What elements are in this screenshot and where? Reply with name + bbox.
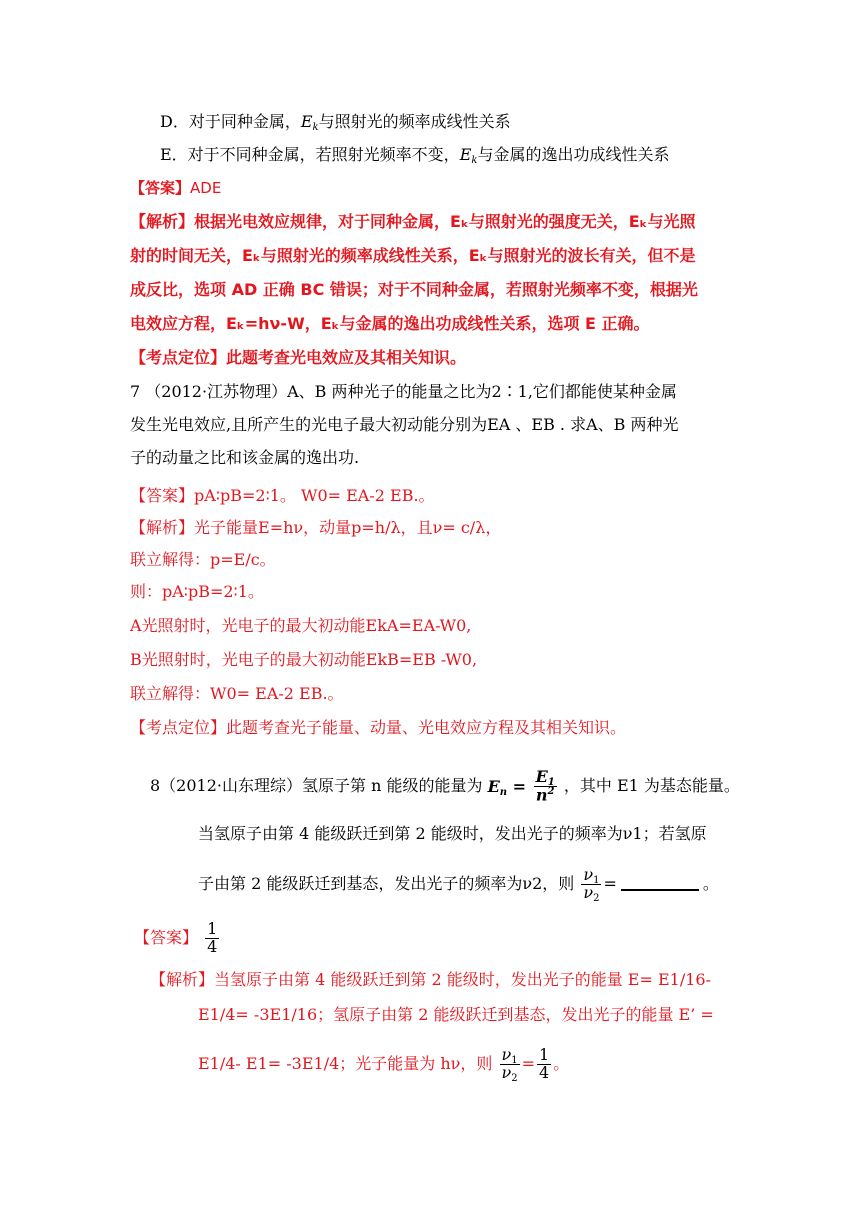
q7-stem-line-2: 发生光电效应,且所产生的光电子最大初动能分别为EA 、EB . 求A、B 两种光 (130, 415, 679, 434)
q8-stem-line-2: 当氢原子由第 4 能级跃迁到第 2 能级时，发出光子的频率为ν1；若氢原 (198, 824, 707, 843)
q6-analysis-line-4: 电效应方程，Eₖ=hν-W，Eₖ与金属的逸出功成线性关系，选项 E 正确。 (130, 314, 650, 333)
q8-analysis-line-1: 【解析】当氢原子由第 4 能级跃迁到第 2 能级时，发出光子的能量 E= E1/16- (150, 970, 711, 989)
q7-analysis: 【解析】光子能量E=hν，动量p=h/λ，且ν= c/λ， (130, 518, 502, 537)
q8-answer: 【答案】 $\frac{1}{4}$ (134, 919, 218, 956)
q7-kaodian: 【考点定位】此题考查光子能量、动量、光电效应方程及其相关知识。 (130, 718, 627, 737)
q7-lianli-2: 联立解得：W0= EA-2 EB.。 (130, 684, 344, 703)
option-e: E．对于不同种金属，若照射光频率不变，$E_k$与金属的逸出功成线性关系 (160, 145, 670, 166)
answer-blank (621, 889, 699, 891)
q7-stem-line-1: 7 （2012·江苏物理）A、B 两种光子的能量之比为2∶1,它们都能使某种金属 (130, 382, 677, 401)
q7-ze: 则：pA∶pB=2∶1。 (130, 582, 264, 601)
q7-answer: 【答案】pA∶pB=2∶1。 W0= EA-2 EB.。 (130, 486, 435, 505)
q6-answer: 【答案】ADE (130, 179, 222, 197)
option-d: D．对于同种金属，$E_k$与照射光的频率成线性关系 (160, 112, 511, 133)
ek-symbol: $E_k$ (459, 145, 478, 166)
q8-stem-line-3: 子由第 2 能级跃迁到基态，发出光子的频率为ν2，则 $\frac{\nu_1}{\nu_2}$ = 。 (198, 865, 719, 904)
q8-stem-line-1: 8（2012·山东理综）氢原子第 n 能级的能量为 $E_n$ = $\frac{E_1}{n^2}$ ，其中 E1 为基态能量。 (150, 766, 740, 807)
ek-symbol: $E_k$ (300, 112, 319, 133)
nu-ratio-fraction: $\frac{\nu_1}{\nu_2}$ (501, 1045, 518, 1084)
energy-formula: $E_n$ = $\frac{E_1}{n^2}$ (487, 767, 555, 805)
q6-analysis-line-3: 成反比，选项 AD 正确 BC 错误；对于不同种金属，若照射光频率不变，根据光 (130, 280, 698, 299)
one-quarter-fraction: $\frac{1}{4}$ (539, 1045, 550, 1082)
q8-analysis-line-2: E1/4= -3E1/16；氢原子由第 2 能级跃迁到基态，发出光子的能量 E’ = (198, 1005, 714, 1024)
q7-stem-line-3: 子的动量之比和该金属的逸出功. (130, 448, 360, 467)
q7-a-line: A光照射时，光电子的最大初动能EkA=EA-W0, (130, 616, 472, 635)
q7-b-line: B光照射时，光电子的最大初动能EkB=EB -W0, (130, 650, 478, 669)
q6-analysis-line-2: 射的时间无关，Eₖ与照射光的频率成线性关系，Eₖ与照射光的波长有关，但不是 (130, 246, 696, 265)
q7-lianli-1: 联立解得：p=E/c。 (130, 550, 276, 569)
answer-fraction: $\frac{1}{4}$ (207, 919, 218, 956)
q6-analysis-line-1: 【解析】根据光电效应规律，对于同种金属，Eₖ与照射光的强度无关，Eₖ与光照 (130, 212, 696, 231)
q8-analysis-line-3: E1/4- E1= -3E1/4；光子能量为 hν，则 $\frac{\nu_1}{\nu_2}$ = $\frac{1}{4}$ 。 (198, 1045, 570, 1084)
q6-kaodian: 【考点定位】此题考查光电效应及其相关知识。 (130, 348, 467, 367)
nu-ratio-fraction: $\frac{\nu_1}{\nu_2}$ (583, 865, 600, 904)
